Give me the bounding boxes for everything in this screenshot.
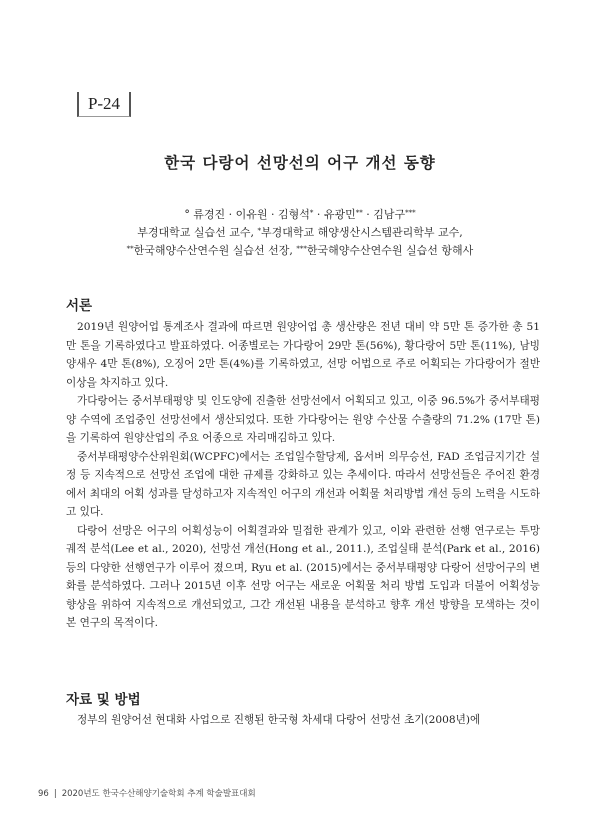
intro-paragraph-1: 2019년 원양어업 통계조사 결과에 따르면 원양어업 총 생산량은 전년 대비 약 5만 톤 증가한 총 51만 톤을 기록하였다고 발표하였다. 어종별로는 가다랑어 29만 톤(56%), 황다랑어 5만 톤(11%), 남빙양새우 4만 톤(8%), 오징어 2만 톤(4%)를 기록하였고, 선망 어법으로 주로 어획되는 가다랑어가 절반 이상을 차지하고 있다.: [66, 321, 540, 389]
methods-paragraph-1: 정부의 원양어선 현대화 사업으로 진행된 한국형 차세대 다랑어 선망선 초기(2008년)에: [77, 714, 481, 726]
intro-body: [66, 318, 540, 633]
affiliation-1a: 부경대학교 실습선 교수,: [137, 226, 258, 239]
author-mark-2: **: [355, 209, 363, 217]
poster-label: P-24: [77, 92, 131, 117]
paper-title: 한국 다랑어 선망선의 어구 개선 동향: [164, 153, 436, 172]
author-mark-1: *: [309, 209, 314, 217]
page-footer: [38, 787, 256, 799]
affiliation-line-2: [0, 244, 600, 258]
affiliation-2b: 한국해양수산연수원 실습선 항해사: [306, 244, 474, 257]
author-group-2: · 유광민: [313, 208, 356, 221]
footer-separator: |: [53, 789, 57, 799]
author-group-1: ° 류경진 · 이유원 · 김형석: [184, 208, 310, 221]
methods-heading: 자료 및 방법: [66, 692, 141, 708]
intro-paragraph-3: 중서부태평양수산위원회(WCPFC)에서는 조업일수할당제, 옵서버 의무승선, FAD 조업금지기간 설정 등 지속적으로 선망선 조업에 대한 규제를 강화하고 있는 추세이다. 따라서 선망선들은 주어진 환경에서 최대의 어획 성과를 달성하고자 지속적인 어구의 개선과 어획물 처리방법 개선 등의 노력을 시도하고 있다.: [66, 450, 540, 518]
affiliation-mark-2: **: [126, 245, 134, 253]
conference-name: 2020년도 한국수산해양기술학회 추계 학술발표대회: [61, 789, 256, 799]
intro-paragraph-4: 다랑어 선망은 어구의 어획성능이 어획결과와 밀접한 관계가 있고, 이와 관련한 선행 연구로는 투망 궤적 분석(Lee et al., 2020), 선망선 개선(Hong et al., 2011.), 조업실태 분석(Park et al., 2016) 등의 다양한 선행연구가 이루어 졌으며, Ryu et al. (2015)에서는 중서부태평양 다랑어 선망어구의 변화를 분석하였다. 그러나 2015년 이후 선망 어구는 새로운 어획물 처리 방법 도입과 더불어 어획성능 향상을 위하여 지속적으로 개선되었고, 그간 개선된 내용을 분석하고 향후 개선 방향을 모색하는 것이 본 연구의 목적이다.: [66, 524, 540, 629]
affiliation-line-1: [0, 226, 600, 240]
affiliation-2a: 한국해양수산연수원 실습선 선장,: [133, 244, 297, 257]
intro-paragraph-2: 가다랑어는 중서부태평양 및 인도양에 진출한 선망선에서 어획되고 있고, 이중 96.5%가 중서부태평양 수역에 조업중인 선망선에서 생산되었다. 또한 가다랑어는 원양 수산물 수출량의 71.2% (17만 톤)을 기록하여 원양산업의 주요 어종으로 자리매김하고 있다.: [66, 395, 540, 444]
page-number: 96: [38, 789, 49, 799]
author-group-3: · 김남구: [362, 208, 406, 221]
methods-body: [66, 711, 540, 730]
author-mark-3: ***: [405, 209, 416, 217]
affiliation-1b: 부경대학교 해양생산시스템관리학부 교수,: [260, 226, 463, 239]
intro-heading: 서론: [66, 298, 93, 314]
author-list: [0, 208, 600, 222]
affiliation-mark-3: ***: [296, 245, 307, 253]
affiliation-mark-1: *: [257, 227, 261, 235]
